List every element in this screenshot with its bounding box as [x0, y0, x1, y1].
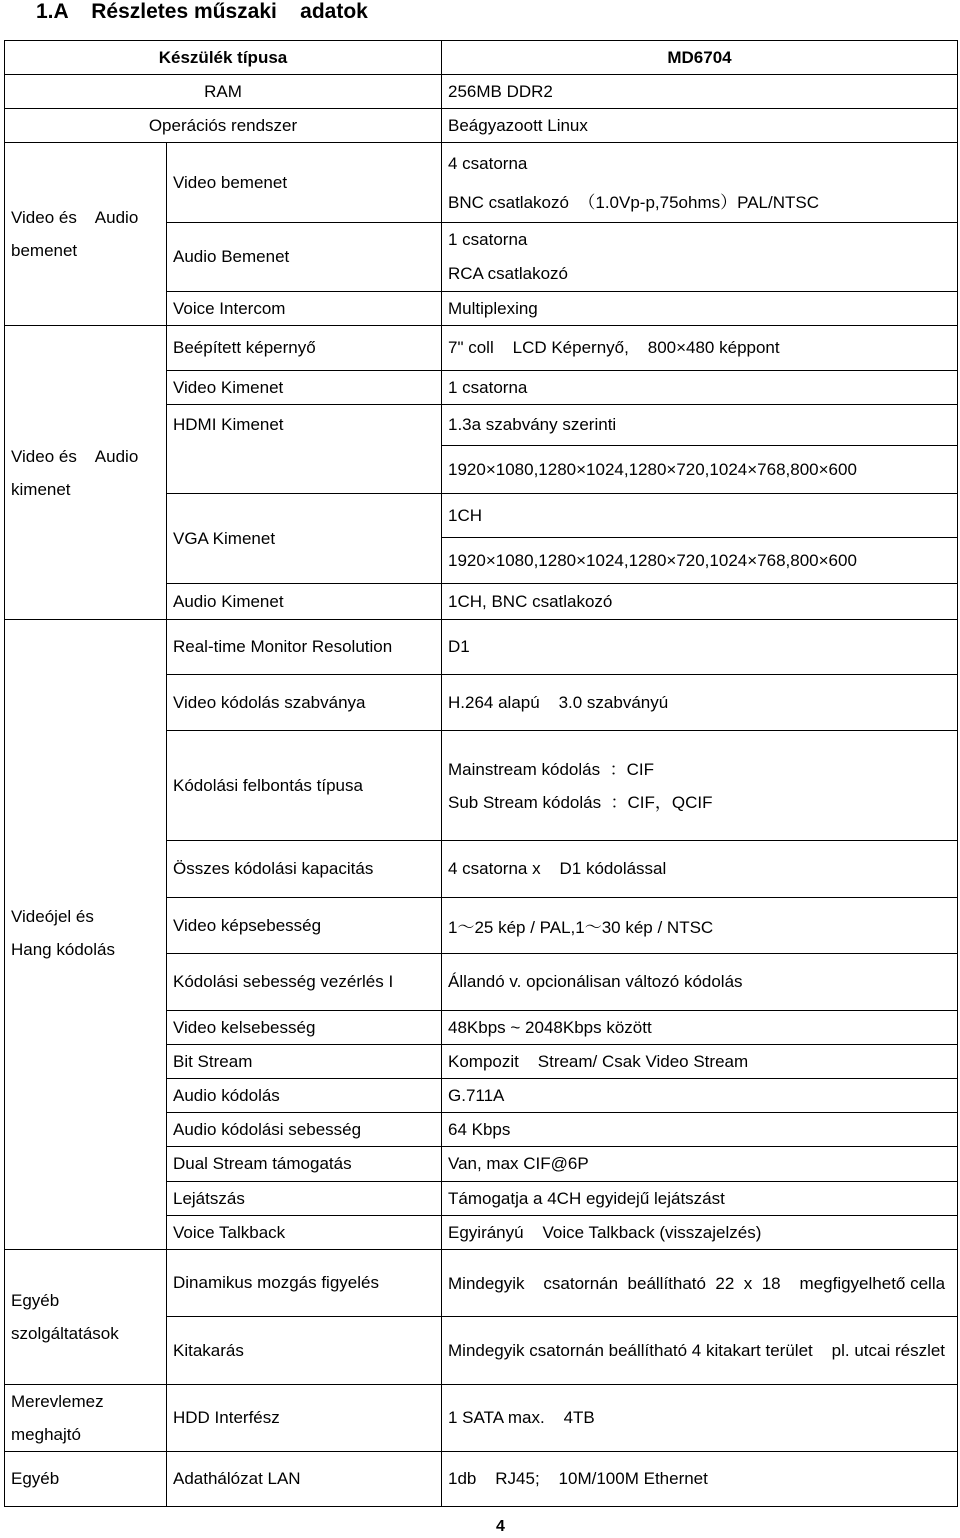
motion-detect-value: Mindegyik csatornán beállítható 22 x 18 megfigyelhető cella [442, 1250, 958, 1317]
group-label-line: Videójel és [11, 907, 94, 926]
audio-output-label: Audio Kimenet [167, 584, 442, 620]
motion-detect-label: Dinamikus mozgás figyelés [167, 1250, 442, 1317]
encoding-group [5, 620, 167, 1250]
os-label: Operációs rendszer [5, 109, 442, 143]
audio-rate-value: 64 Kbps [442, 1113, 958, 1147]
talkback-value: Egyirányú Voice Talkback (visszajelzés) [442, 1216, 958, 1250]
video-input-value [442, 143, 958, 223]
table-row [5, 326, 958, 371]
value-line: RCA csatlakozó [448, 264, 568, 283]
playback-label: Lejátszás [167, 1182, 442, 1216]
dual-stream-value: Van, max CIF@6P [442, 1147, 958, 1182]
value-line: 1.3a szabvány szerinti [442, 405, 957, 446]
codec-standard-value: H.264 alapú 3.0 szabványú [442, 675, 958, 731]
monitor-res-value: D1 [442, 620, 958, 675]
hdd-interface-value: 1 SATA max. 4TB [442, 1385, 958, 1452]
value-line: BNC csatlakozó （1.0Vp-p,75ohms）PAL/NTSC [448, 192, 819, 212]
lan-value: 1db RJ45; 10M/100M Ethernet [442, 1452, 958, 1507]
table-row [5, 620, 958, 675]
group-label-line: szolgáltatások [11, 1324, 119, 1343]
bitrate-label: Video kelsebesség [167, 1011, 442, 1045]
capacity-value: 4 csatorna x D1 kódolással [442, 841, 958, 898]
res-type-value [442, 731, 958, 841]
playback-value: Támogatja a 4CH egyidejű lejátszást [442, 1182, 958, 1216]
bitrate-value: 48Kbps ~ 2048Kbps között [442, 1011, 958, 1045]
table-row [5, 41, 958, 75]
table-row [5, 109, 958, 143]
audio-input-value [442, 223, 958, 292]
video-output-label: Video Kimenet [167, 371, 442, 405]
group-label-line: Egyéb [11, 1291, 60, 1310]
video-input-label: Video bemenet [167, 143, 442, 223]
table-row [5, 143, 958, 223]
av-output-group [5, 326, 167, 620]
table-row [5, 1385, 958, 1452]
table-row [5, 75, 958, 109]
voice-intercom-label: Voice Intercom [167, 292, 442, 326]
hdd-group [5, 1385, 167, 1452]
framerate-value: 1～25 kép / PAL,1～30 kép / NTSC [442, 898, 958, 954]
masking-label: Kitakarás [167, 1317, 442, 1385]
group-label-line: Video és Audio [11, 208, 139, 227]
audio-output-value: 1CH, BNC csatlakozó [442, 584, 958, 620]
rate-control-value: Állandó v. opcionálisan változó kódolás [442, 954, 958, 1011]
vga-label: VGA Kimenet [167, 494, 442, 584]
vga-value [442, 494, 958, 584]
screen-label: Beépített képernyő [167, 326, 442, 371]
screen-value: 7" coll LCD Képernyő, 800×480 képpont [442, 326, 958, 371]
framerate-label: Video képsebesség [167, 898, 442, 954]
value-line: 4 csatorna [448, 153, 528, 173]
video-output-value: 1 csatorna [442, 371, 958, 405]
group-label-line: meghajtó [11, 1425, 81, 1444]
value-line: 1 csatorna [448, 230, 528, 249]
value-line: Mainstream kódolás ：CIF [448, 759, 654, 779]
masking-value: Mindegyik csatornán beállítható 4 kitakart terület pl. utcai részlet [442, 1317, 958, 1385]
model-name: MD6704 [442, 41, 958, 75]
page-heading: 1.A Részletes műszaki adatok [36, 0, 368, 23]
ram-value: 256MB DDR2 [442, 75, 958, 109]
table-row [5, 1250, 958, 1317]
bitstream-label: Bit Stream [167, 1045, 442, 1079]
group-label-line: Hang kódolás [11, 940, 115, 959]
value-line: 1920×1080,1280×1024,1280×720,1024×768,800×600 [448, 460, 857, 479]
audio-codec-label: Audio kódolás [167, 1079, 442, 1113]
spec-table [4, 40, 958, 1507]
page-number: 4 [496, 1518, 505, 1535]
monitor-res-label: Real-time Monitor Resolution [167, 620, 442, 675]
os-value: Beágyazoott Linux [442, 109, 958, 143]
hdmi-label: HDMI Kimenet [167, 405, 442, 494]
device-type-label: Készülék típusa [5, 41, 442, 75]
audio-rate-label: Audio kódolási sebesség [167, 1113, 442, 1147]
audio-codec-value: G.711A [442, 1079, 958, 1113]
voice-intercom-value: Multiplexing [442, 292, 958, 326]
av-input-group [5, 143, 167, 326]
value-line: Sub Stream kódolás ：CIF，QCIF [448, 792, 713, 812]
group-label-line: bemenet [11, 241, 78, 260]
group-label-line: Merevlemez [11, 1392, 104, 1411]
other-group: Egyéb [5, 1452, 167, 1507]
audio-input-label: Audio Bemenet [167, 223, 442, 292]
table-row [5, 1452, 958, 1507]
value-line: 1920×1080,1280×1024,1280×720,1024×768,800×600 [448, 551, 857, 570]
dual-stream-label: Dual Stream támogatás [167, 1147, 442, 1182]
capacity-label: Összes kódolási kapacitás [167, 841, 442, 898]
rate-control-label: Kódolási sebesség vezérlés I [167, 954, 442, 1011]
group-label-line: Video és Audio [11, 446, 139, 466]
hdd-interface-label: HDD Interfész [167, 1385, 442, 1452]
ram-label: RAM [5, 75, 442, 109]
bitstream-value: Kompozit Stream/ Csak Video Stream [442, 1045, 958, 1079]
value-line: 1CH [442, 494, 957, 538]
group-label-line: kimenet [11, 479, 71, 499]
res-type-label: Kódolási felbontás típusa [167, 731, 442, 841]
other-services-group [5, 1250, 167, 1385]
codec-standard-label: Video kódolás szabványa [167, 675, 442, 731]
talkback-label: Voice Talkback [167, 1216, 442, 1250]
hdmi-value [442, 405, 958, 494]
lan-label: Adathálózat LAN [167, 1452, 442, 1507]
